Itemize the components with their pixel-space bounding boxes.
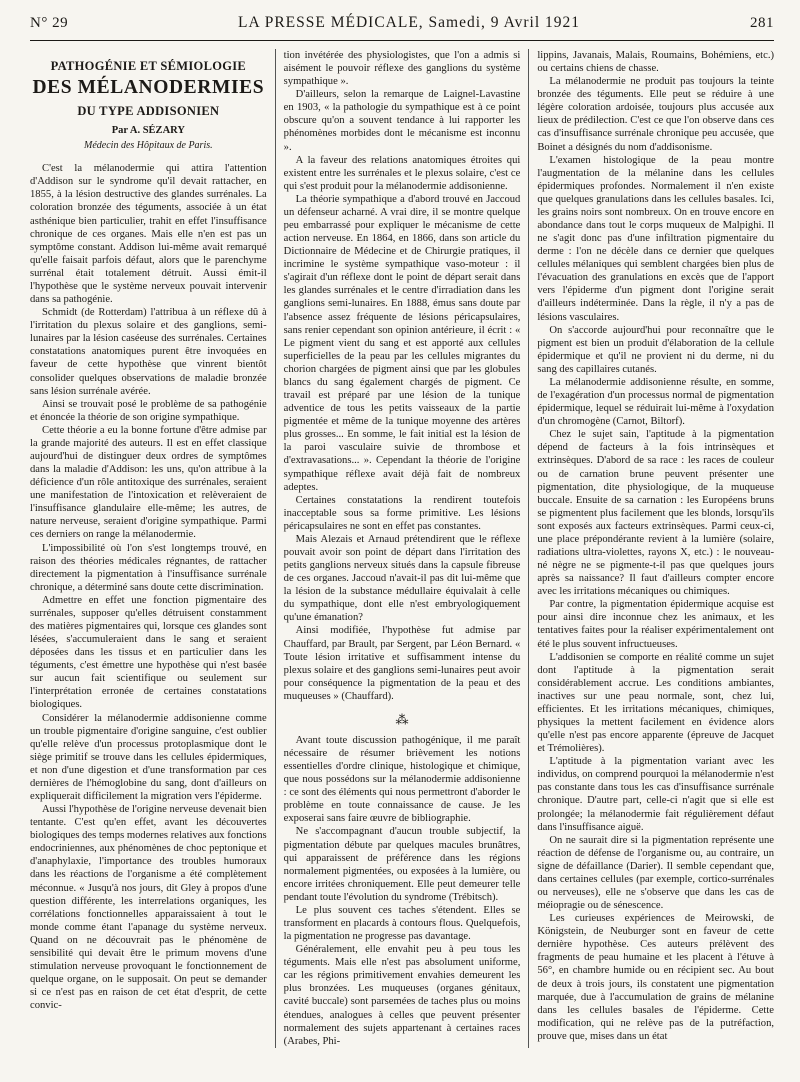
column-3-body — [537, 49, 774, 1043]
paragraph: D'ailleurs, selon la remarque de Laignel-Lavastine en 1903, « la pathologie du sympathique est à ce point obscure qu'on a souvent tendance à lui rapporter les phénomènes morbides dont le mécanisme est inconnu ». — [283, 89, 521, 153]
paragraph: lippins, Javanais, Malais, Roumains, Bohémiens, etc.) ou certains chiens de chasse. — [537, 50, 775, 75]
page-number: 281 — [749, 15, 774, 31]
paragraph: Schmidt (de Rotterdam) l'attribua à un réflexe dû à l'irritation du plexus solaire et des ganglions, semi-lunaires par la lésion caséeuse des surrénales. Certaines constatations anatomiques purent être invoquées en faveur de cette hypothèse que vinrent bientôt consolider quelques observations de maladie bronzée sans lésion surrénale avérée. — [30, 307, 267, 397]
article-title-block — [30, 59, 267, 152]
paragraph: L'aptitude à la pigmentation variant avec les individus, on comprend pourquoi la mélanodermie n'est pas constante dans tous les cas d'insuffisance surrénale chronique. D'autre part, celle-ci n'agit que si elle est prolongée; la mélanodermie fait régulièrement défaut dans l'insuffisance aiguë. — [537, 756, 775, 833]
paragraph: tion invétérée des physiologistes, que l'on a admis si aisément le pouvoir réflexe des ganglions du système sympathique ». — [283, 50, 521, 88]
paragraph: Aussi l'hypothèse de l'origine nerveuse devenait bien tentante. C'est qu'en effet, avant les découvertes biologiques des temps modernes relatives aux fonctions endocriniennes, aux phénomènes de choc peptonique et d'anaphylaxie, l'importance des troubles humoraux dans les réactions de l'organisme a été complètement méconnue. « Jusqu'à nos jours, dit Gley à propos d'une question différente, les interrelations organiques, les corrélations fonctionnelles apparaissaient à tout le monde comme étant l'apanage du système nerveux. Quand on ne découvrait pas le phénomène de sensibilité qui devait être le primum movens d'une stimulation nerveuse provoquant le fonctionnement de quelque organe, on le supposait. On peut se demander si ce n'est pas en raison de cet état d'esprit, de cette convic- — [30, 804, 267, 1012]
column-2-body-bottom — [284, 734, 521, 1048]
paragraph: La théorie sympathique a d'abord trouvé en Jaccoud un défenseur acharné. A vrai dire, il se montre quelque peu embarrassé pour expliquer le mécanisme de cette action nerveuse. En 1864, en 1866, dans son article du Dictionnaire de Médecine et de Chirurgie pratiques, il incrimine le système sympathique vaso-moteur : il s'agirait d'un réflexe dont le point de départ serait dans les glandes surrénales et le centre d'irradiation dans les ganglions semi-lunaires. En 1888, émus sans doute par l'absence assez fréquente de lésions péricapsulaires, sans renier cependant son opinion antérieure, il écrit : « Le pigment vient du sang et est apporté aux cellules superficielles de la peau par les cellules migrantes du chorion chargées de pigment ainsi que par les globules blancs du sang également chargés de pigment. Ce travail est préparé par une lésion de la tunique adventice de tous les petits vaisseaux de la partie pigmentée et même de la tunique moyenne des artères plus grosses... En somme, le fait initial est la lésion de la paroi vasculaire suivie de thrombose et d'extravasations... ». Cependant la théorie de l'origine sympathique réflexe avait déjà fait de nombreux adeptes. — [283, 193, 521, 493]
paragraph: C'est la mélanodermie qui attira l'attention d'Addison sur le syndrome qu'il devait rattacher, en 1855, à la lésion destructive des glandes surrénales. La coloration bronzée des téguments, associée à un état asthénique bien particulier, trahit en effet l'insuffisance chronique de ces organes. Mais elle n'en est pas un symptôme constant. Addison lui-même avait remarqué qu'elle faisait parfois défaut, alors que le parenchyme surrénal était totalement détruit. Aussi émit-il l'hypothèse que le système nerveux pouvait intervenir dans sa pathogénie. — [30, 163, 267, 306]
paragraph: Considérer la mélanodermie addisonienne comme un trouble pigmentaire d'origine sanguine, c'est oublier qu'elle relève d'un processus protoplasmique dont le siège primitif se trouve dans les cellules épidermiques, et non d'une digestion et d'une transformation par ces dernières de l'hémoglobine du sang, dont d'ailleurs on expliquerait difficilement la migration vers l'épiderme. — [30, 712, 267, 802]
paragraph: La mélanodermie ne produit pas toujours la teinte bronzée des téguments. Elle peut se réduire à une légère coloration ardoisée, toujours plus accusée aux lieux de prédilection. C'est ce que l'on observe dans ces cas d'insuffisance surrénale chronique peu accusée, que Boinet a désignés du nom d'addisonisme. — [537, 76, 775, 153]
paragraph: On ne saurait dire si la pigmentation représente une réaction de défense de l'organisme ou, au contraire, un signe de défaillance (Darier). Il semble cependant que, dans certaines cellules (par exemple, cortico-surrénales ou nerveuses), elle ne s'observe que dans les cas de méiopragie ou de sénescence. — [537, 834, 775, 912]
author-line: Par A. SÉZARY — [111, 124, 185, 136]
paragraph: L'impossibilité où l'on s'est longtemps trouvé, en raison des théories médicales régnantes, de rattacher directement la pigmentation à l'insuffisance surrénale chronique, a déterminé sans doute cette discrimination. — [30, 542, 267, 593]
section-separator: ⁂ — [395, 711, 409, 727]
paragraph: Admettre en effet une fonction pigmentaire des surrénales, supposer qu'elles détruisent constamment des matières pigmentaires qui, lorsque ces glandes sont lésées, s'accumuleraient dans le sang et seraient déposées dans les tissus et en particulier dans les téguments, c'est émettre une hypothèse qui n'est basée sur aucun fait scientifique ou seulement sur l'interprétation erronée de certaines constatations biologiques. — [30, 594, 267, 711]
column-2-body-top — [284, 49, 521, 703]
paragraph: A la faveur des relations anatomiques étroites qui existent entre les surrénales et le plexus solaire, c'est ce qui s'est produit pour la mélanodermie addisonienne. — [283, 154, 521, 192]
paragraph: Avant toute discussion pathogénique, il me paraît nécessaire de résumer brièvement les notions essentielles d'ordre clinique, histologique et chimique, que nous possédons sur la mélanodermie addisonienne : ce sont des éléments qui nous permettront d'aborder le problème en toute connaissance de cause. Je les exposerai sans faire œuvre de bibliographie. — [283, 734, 521, 825]
issue-number: N° 29 — [30, 15, 69, 31]
paragraph: Certaines constatations la rendirent toutefois inacceptable sous sa forme primitive. Les lésions péricapsulaires ne sont en effet pas constantes. — [283, 494, 521, 532]
paragraph: Mais Alezais et Arnaud prétendirent que le réflexe pouvait avoir son point de départ dans l'irritation des petits ganglions nerveux situés dans la capsule fibreuse de ces organes. Jaccoud n'avait-il pas dit lui-même que la lésion de la substance médullaire équivalait à celle du sympathique, dont elle n'est embryologiquement qu'une émanation? — [283, 533, 521, 624]
article-title: DES MÉLANODERMIES — [32, 77, 265, 99]
section-heading: PATHOGÉNIE ET SÉMIOLOGIE — [50, 59, 247, 73]
paragraph: L'examen histologique de la peau montre l'augmentation de la mélanine dans les cellules épidermiques profondes. Normalement il n'en existe que quelques granulations dans les cellules basales. Ici, les grains noirs sont nombreux. On en trouve encore en abondance dans tout le corps muqueux de Malpighi. Il ne s'agit donc pas d'une infiltration pigmentaire du derme : l'on ne décèle dans ce dernier que quelques cellules mélaniques qui semblent chargées bien plus de l'évacuation des granulations en excès que de l'apport vers l'épiderme d'un pigment dont l'origine serait d'ailleurs indéterminée. Dans la règle, il n'y a pas de lésions vasculaires. — [537, 154, 775, 323]
article-subtitle: DU TYPE ADDISONIEN — [77, 103, 220, 118]
column-2 — [275, 49, 521, 1048]
paragraph: Les curieuses expériences de Meirowski, de Königstein, de Neuburger sont en faveur de cette dernière hypothèse. Ces auteurs prélèvent des fragments de peau humaine et les placent à l'étuve à 56°, en chambre humide ou en récipient sec. Au bout de deux à trois jours, ils constatent une pigmentation marquée, due à l'accumulation de grains de mélanine dans les cellules basales de l'épiderme. Cette modification, qui ne relève pas de la putréfaction, prouve que, mises dans un état — [537, 913, 775, 1042]
paragraph: Ainsi se trouvait posé le problème de sa pathogénie et énoncée la théorie de son origine sympathique. — [30, 398, 267, 423]
column-1-body — [30, 162, 267, 1012]
article-columns — [30, 49, 774, 1048]
running-header — [30, 0, 774, 41]
column-1 — [30, 49, 267, 1048]
paragraph: Cette théorie a eu la bonne fortune d'être admise par la grande majorité des auteurs. Il est en effet classique aujourd'hui de distinguer deux ordres de symptômes dans la maladie d'Addison: les uns, qu'on attribue à la déficience d'un rôle antitoxique des surrénales, seraient une manifestation de l'intoxication et relèveraient de l'insuffisance glandulaire elle-même; les autres, de nature nerveuse, seraient d'origine sympathique. Parmi ces derniers on range la mélanodermie. — [30, 424, 267, 541]
column-3 — [528, 49, 774, 1048]
paragraph: Généralement, elle envahit peu à peu tous les téguments. Mais elle n'est pas absolument uniforme, car les régions primitivement envahies demeurent les plus bronzées. Les muqueuses (organes génitaux, cavité buccale) sont parsemées de taches plus ou moins étendues, analogues à celles que peuvent présenter normalement des sujets appartenant à certaines races (Arabes, Phi- — [283, 944, 521, 1047]
paragraph: Ainsi modifiée, l'hypothèse fut admise par Chauffard, par Brault, par Sergent, par Léon Bernard. « Toute lésion irritative et suffisamment intense du plexus solaire et des ganglions semi-lunaires peut avoir pour conséquence la pigmentation de la peau et des muqueuses » (Chauffard). — [283, 625, 521, 702]
paragraph: Par contre, la pigmentation épidermique acquise est pour ainsi dire inconnue chez les animaux, et les tentatives faites pour la réaliser expérimentalement ont été le plus souvent infructueuses. — [537, 599, 775, 650]
paragraph: Chez le sujet sain, l'aptitude à la pigmentation dépend de facteurs à la fois intrinsèques et extrinsèques. D'abord de sa race : les races de couleur ou de carnation brune peuvent présenter une pigmentation, dite physiologique, de la muqueuse buccale. Ensuite de sa carnation : les Européens bruns se pigmentent plus facilement que les blonds, lorsqu'ils sont exposés aux facteurs extrinsèques. Parmi ceux-ci, une place prépondérante revient à la lumière (solaire, radiations ultra-violettes, rayons X, etc.) : le nouveau-né nègre ne se pigmente-t-il pas que quelques jours après sa naissance? Il faut d'ailleurs compter encore avec les irritations mécaniques ou chimiques. — [537, 429, 775, 598]
paragraph: L'addisonien se comporte en réalité comme un sujet dont l'aptitude à la pigmentation serait considérablement accrue. Les conditions ambiantes, inactives sur une peau normale, sont, chez lui, efficientes. Et les irritations mécaniques, chimiques, physiques la mettent facilement en évidence alors qu'elle n'est pas encore apparente (épreuve de Jacquet et Trémolières). — [537, 651, 775, 755]
paragraph: La mélanodermie addisonienne résulte, en somme, de l'exagération d'un processus normal de pigmentation épidermique, lequel se réduirait lui-même à l'oxydation d'un chromogène (Carnot, Biltorf). — [537, 376, 775, 428]
author-affiliation: Médecin des Hôpitaux de Paris. — [84, 139, 213, 151]
paragraph: Le plus souvent ces taches s'étendent. Elles se transforment en placards à contours flous. Quelquefois, la pigmentation ne progresse pas davantage. — [283, 904, 521, 943]
paragraph: On s'accorde aujourd'hui pour reconnaître que le pigment est bien un produit d'élaboration de la cellule épidermique et qu'il ne provient ni du derme, ni du sang des capillaires cutanés. — [537, 324, 775, 375]
paragraph: Ne s'accompagnant d'aucun trouble subjectif, la pigmentation débute par quelques macules brunâtres, qui apparaissent de préférence dans les régions normalement pigmentées, ou exposées à la lumière, ou encore irritées chroniquement. Elle peut demeurer telle pendant toute l'évolution du syndrome (Trébitsch). — [283, 826, 521, 903]
journal-title: LA PRESSE MÉDICALE, Samedi, 9 Avril 1921 — [238, 14, 581, 31]
